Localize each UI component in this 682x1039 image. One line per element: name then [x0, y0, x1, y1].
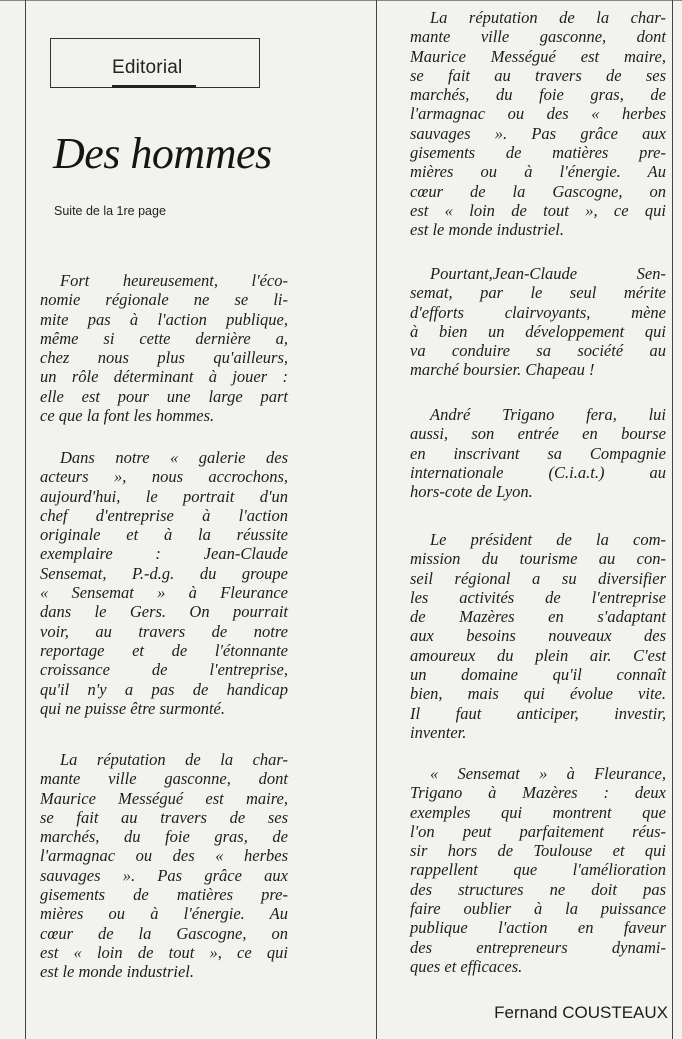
- text-line: un rôle déterminant à jouer :: [40, 367, 288, 387]
- text-line: La réputation de la char-: [60, 750, 288, 769]
- text-line: rappellent que l'amélioration: [410, 860, 666, 880]
- text-line: Sensemat, P.-d.g. du groupe: [40, 563, 288, 583]
- right-paragraph-4: [410, 530, 666, 742]
- article-title: Des hommes: [53, 129, 272, 178]
- left-paragraph-3: [40, 750, 288, 982]
- text-line: mières ou à l'énergie. Au: [410, 162, 666, 182]
- text-line: un domaine qu'il connaît: [410, 665, 666, 685]
- right-paragraph-3: [410, 405, 666, 501]
- text-line: Pourtant,Jean-Claude Sen-: [430, 264, 666, 283]
- author-signature: Fernand COUSTEAUX: [494, 1003, 668, 1022]
- text-line: qui ne puisse être surmonté.: [40, 698, 225, 718]
- text-line: aujourd'hui, le portrait d'un: [40, 486, 288, 506]
- editorial-label: Editorial: [112, 57, 183, 78]
- text-line: Le président de la com-: [430, 530, 666, 549]
- text-line: va conduire sa société au: [410, 341, 666, 361]
- text-line: « Sensemat » à Fleurance: [40, 583, 288, 603]
- text-line: publique l'action en faveur: [410, 918, 666, 938]
- text-line: sauvages ». Pas grâce aux: [40, 865, 288, 885]
- text-line: bien, mais qui évolue vite.: [410, 684, 666, 704]
- text-line: André Trigano fera, lui: [430, 405, 666, 424]
- text-line: les activités de l'entreprise: [410, 587, 666, 607]
- text-line: se fait au travers de ses: [410, 65, 666, 85]
- text-line: Trigano à Mazères : deux: [410, 783, 666, 803]
- text-line: nomie régionale ne se li-: [40, 290, 288, 310]
- text-line: acteurs », nous accrochons,: [40, 467, 288, 487]
- text-line: Maurice Mességué est maire,: [40, 788, 288, 808]
- text-line: La réputation de la char-: [430, 8, 666, 27]
- text-line: seil régional a su diversifier: [410, 568, 666, 588]
- text-line: mission du tourisme au con-: [410, 549, 666, 569]
- text-line: l'armagnac ou des « herbes: [40, 846, 288, 866]
- text-line: est « loin de tout », ce qui: [40, 942, 288, 962]
- text-line: cœur de la Gascogne, on: [410, 181, 666, 201]
- text-line: marchés, du foie gras, de: [40, 827, 288, 847]
- text-line: aussi, son entrée en bourse: [410, 424, 666, 444]
- editorial-underline: [112, 85, 196, 88]
- text-line: se fait au travers de ses: [40, 807, 288, 827]
- text-line: à bien un développement qui: [410, 321, 666, 341]
- text-line: même si cette dernière a,: [40, 328, 288, 348]
- left-column-rule: [25, 0, 26, 1039]
- text-line: gisements de matières pre-: [40, 885, 288, 905]
- text-line: Il faut anticiper, investir,: [410, 703, 666, 723]
- right-paragraph-5: [410, 764, 666, 976]
- text-line: marché boursier. Chapeau !: [410, 360, 595, 380]
- text-line: chez nous plus qu'ailleurs,: [40, 348, 288, 368]
- text-line: amoureux du plein air. C'est: [410, 645, 666, 665]
- text-line: elle est pour une large part: [40, 386, 288, 406]
- text-line: des structures ne doit pas: [410, 879, 666, 899]
- right-paragraph-2: [410, 264, 666, 380]
- text-line: cœur de la Gascogne, on: [40, 923, 288, 943]
- text-line: l'armagnac ou des « herbes: [410, 104, 666, 124]
- text-line: ques et efficaces.: [410, 956, 523, 976]
- left-paragraph-2: [40, 448, 288, 718]
- text-line: marchés, du foie gras, de: [410, 85, 666, 105]
- text-line: voir, au travers de notre: [40, 621, 288, 641]
- top-rule: [0, 0, 682, 1]
- text-line: mante ville gasconne, dont: [40, 769, 288, 789]
- text-line: est « loin de tout », ce qui: [410, 200, 666, 220]
- text-line: exemplaire : Jean-Claude: [40, 544, 288, 564]
- text-line: hors-cote de Lyon.: [410, 482, 533, 502]
- text-line: chef d'entreprise à l'action: [40, 505, 288, 525]
- text-line: l'on peut parfaitement réus-: [410, 821, 666, 841]
- text-line: croissance de l'entreprise,: [40, 660, 288, 680]
- text-line: gisements de matières pre-: [410, 143, 666, 163]
- text-line: sir hors de Toulouse et qui: [410, 841, 666, 861]
- text-line: Maurice Mességué est maire,: [410, 46, 666, 66]
- text-line: en inscrivant sa Compagnie: [410, 443, 666, 463]
- text-line: mante ville gasconne, dont: [410, 27, 666, 47]
- text-line: internationale (C.i.a.t.) au: [410, 462, 666, 482]
- text-line: inventer.: [410, 722, 467, 742]
- article-subtitle: Suite de la 1re page: [54, 204, 166, 218]
- text-line: est le monde industriel.: [40, 962, 194, 982]
- text-line: des entrepreneurs dynami-: [410, 937, 666, 957]
- right-column-rule: [672, 0, 673, 1039]
- text-line: aux besoins nouveaux des: [410, 626, 666, 646]
- center-column-rule: [376, 0, 377, 1039]
- left-paragraph-1: [40, 271, 288, 425]
- text-line: « Sensemat » à Fleurance,: [430, 764, 666, 783]
- text-line: dans le Gers. On pourrait: [40, 602, 288, 622]
- text-line: exemples qui montrent que: [410, 802, 666, 822]
- text-line: mite pas à l'action publique,: [40, 309, 288, 329]
- text-line: sauvages ». Pas grâce aux: [410, 123, 666, 143]
- right-paragraph-1: [410, 8, 666, 240]
- text-line: d'efforts clairvoyants, mène: [410, 302, 666, 322]
- text-line: mières ou à l'énergie. Au: [40, 904, 288, 924]
- text-line: ce que la font les hommes.: [40, 406, 215, 426]
- text-line: originale et à la réussite: [40, 525, 288, 545]
- text-line: reportage et de l'étonnante: [40, 640, 288, 660]
- text-line: Fort heureusement, l'éco-: [60, 271, 288, 290]
- text-line: qu'il n'y a pas de handicap: [40, 679, 288, 699]
- text-line: semat, par le seul mérite: [410, 283, 666, 303]
- text-line: faire oublier à la puissance: [410, 899, 666, 919]
- text-line: de Mazères en s'adaptant: [410, 607, 666, 627]
- text-line: Dans notre « galerie des: [60, 448, 288, 467]
- text-line: est le monde industriel.: [410, 220, 564, 240]
